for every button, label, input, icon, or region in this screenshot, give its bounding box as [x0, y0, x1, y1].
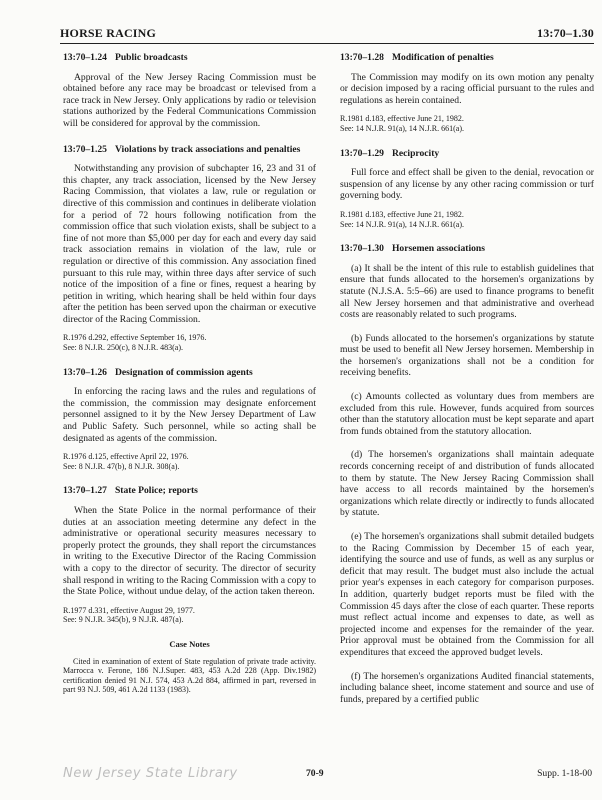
history-note-1-28: R.1981 d.183, effective June 21, 1982. See: 14 N.J.R. 91(a), 14 N.J.R. 661(a).	[340, 114, 464, 133]
header-title: HORSE RACING	[60, 26, 157, 40]
running-header	[60, 26, 594, 44]
paragraph-e: (e) The horsemen's organizations shall submit detailed budgets to the Racing Commission by December 15 of each year, identifying the source and use of funds, as well as any surplus or deficit that may result. The budget must also include the actual prior year's expenses in each category for comparison purposes. In addition, quarterly budget reports must be filed with the Commission 45 days after the close of each quarter. These reports must reflect actual income and expenses to date, as well as projected income and expenses for the remainder of the year. Prior approval must be obtained from the Commission for all expenditures that exceed the approved budget levels.	[340, 531, 594, 658]
case-notes-text: Cited in examination of extent of State regulation of private trade activity. Marrocca v. Ferone, 186 N.J.Super. 483, 453 A.2d 228 (App. Div.1982) certification denied 91 N.J. 574, 453 A.2d 884, affirmed in part, reversed in part 93 N.J. 509, 461 A.2d 1133 (1983).	[63, 656, 316, 695]
section-body-1-27: When the State Police in the normal performance of their duties at an association meeting determine any defect in the administrative or operational security measures necessary to properly protect the grounds, they shall report the circumstances in writing to the Executive Director of the Racing Commission with a copy to the director of security. The director of security shall respond in writing to the Racing Commission with a copy to the State Police, without undue delay, of the action taken thereon.	[63, 505, 316, 598]
history-note-1-29: R.1981 d.183, effective June 21, 1982. See: 14 N.J.R. 91(a), 14 N.J.R. 661(a).	[340, 209, 464, 229]
case-notes-heading: Case Notes	[169, 638, 210, 649]
section-heading-1-29: 13:70–1.29 Reciprocity	[340, 147, 440, 159]
section-heading-1-24: 13:70–1.24 Public broadcasts	[63, 52, 188, 63]
section-heading-1-27: 13:70–1.27 State Police; reports	[63, 485, 198, 497]
history-note-1-25: R.1976 d.292, effective September 16, 1976. See: 8 N.J.R. 250(c), 8 N.J.R. 483(a).	[63, 333, 207, 353]
section-heading-1-30: 13:70–1.30 Horsemen associations	[340, 243, 485, 255]
paragraph-c: (c) Amounts collected as voluntary dues from members are excluded from this rule. However, funds acquired from sources other than the statutory allocation must be kept separate and apart from funds obtained from the statutory allocation.	[340, 391, 594, 437]
section-body-1-26: In enforcing the racing laws and the rules and regulations of the commission, the commission may designate enforcement personnel assigned to it by the New Jersey Department of Law and Public Safety. Such personnel, while so acting shall be designated as agents of the commission.	[63, 386, 316, 444]
left-column	[63, 52, 316, 695]
section-heading-1-25: 13:70–1.25 Violations by track associations and penalties	[63, 143, 301, 155]
paragraph-f: (f) The horsemen's organizations Audited financial statements, including balance sheet, income statement and source and use of funds, prepared by a certified public	[340, 670, 594, 705]
header-section-range: 13:70–1.30	[537, 26, 594, 40]
paragraph-a: (a) It shall be the intent of this rule to establish guidelines that ensure that funds allocated to the horsemen's organizations by statute (N.J.S.A. 5:5–66) are used to finance programs to benefit all New Jersey horsemen and that administrative and overhead costs are reasonably related to such programs.	[340, 262, 594, 321]
paragraph-d: (d) The horsemen's organizations shall maintain adequate records concerning receipt of and distribution of funds allocated to them by statute. The New Jersey Racing Commission shall have access to all records maintained by the horsemen's organizations which relate directly or indirectly to funds allocated by statute.	[340, 449, 594, 519]
section-heading-1-28: 13:70–1.28 Modification of penalties	[340, 52, 494, 63]
section-body-1-29: Full force and effect shall be given to the denial, revocation or suspension of any license by any other racing commission or turf governing body.	[340, 167, 594, 202]
section-heading-1-26: 13:70–1.26 Designation of commission agents	[63, 366, 253, 378]
history-note-1-26: R.1976 d.125, effective April 22, 1976. See: 8 N.J.R. 47(b), 8 N.J.R. 308(a).	[63, 452, 189, 471]
paragraph-b: (b) Funds allocated to the horsemen's organizations by statute must be used to benefit all New Jersey horsemen. Membership in the horsemen's organizations shall not be a condition for receiving benefits.	[340, 332, 594, 379]
section-body-1-25: Notwithstanding any provision of subchapter 16, 23 and 31 of this chapter, any track association, licensed by the New Jersey Racing Commission, that violates a law, rule or regulation or directive of this commission and continues in deliberate violation for a period of 72 hours following notification from the commission office that such violation exists, shall be subject to a fine of not more than $5,000 per day for each and every day said track association remains in violation of the law, rule or regulation or directive of this commission. Any association fined pursuant to this rule may, within three days after service of such notice of the imposition of a fine or fines, request a hearing by petition in writing, which hearing shall be held within four days after the petition has been served upon the chairman or executive director of the Racing Commission.	[63, 163, 316, 325]
page-number: 70-9	[306, 768, 324, 779]
history-note-1-27: R.1977 d.331, effective August 29, 1977. See: 9 N.J.R. 345(b), 9 N.J.R. 487(a).	[63, 605, 195, 625]
section-body-1-28: The Commission may modify on its own motion any penalty or decision imposed by a racing official pursuant to the rules and regulations as herein contained.	[340, 71, 594, 106]
library-watermark: New Jersey State Library	[63, 766, 238, 781]
right-column	[340, 52, 594, 713]
supplement-date: Supp. 1-18-00	[537, 768, 592, 779]
page-footer	[0, 766, 602, 790]
section-body-1-24: Approval of the New Jersey Racing Commission must be obtained before any race may be broadcast or televised from a race track in New Jersey. Only applications by radio or television stations authorized by the Federal Communications Commission will be considered for approval by the commission.	[63, 71, 316, 129]
